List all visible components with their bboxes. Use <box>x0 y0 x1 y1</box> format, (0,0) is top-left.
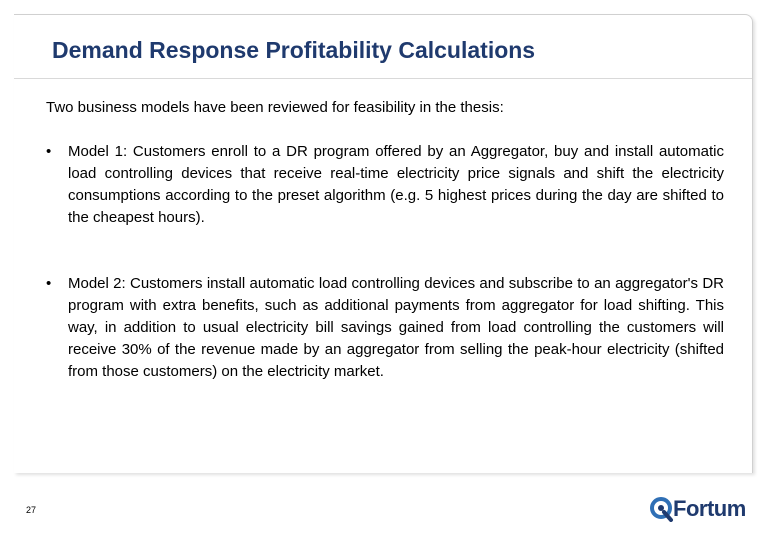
slide-title: Demand Response Profitability Calculations <box>52 37 536 63</box>
bullet-icon: • <box>46 275 52 292</box>
model-2-description: : Customers install automatic load controlling devices and subscribe to an aggregator's DR program with extra benefits, such as additional payments from aggregator for load shifting. This way, in addition to usual electricity bill savings gained from load controlling the customers will receive 30% of the revenue made by an aggregator from selling the peak-hour electricity (shifted from those customers) on the electricity market. <box>68 275 724 380</box>
model-2-item <box>46 273 724 383</box>
bullet-icon: • <box>46 143 52 160</box>
model-1-name: Model 1 <box>68 143 123 160</box>
fortum-logo-icon <box>650 496 674 522</box>
model-1-item <box>46 141 724 229</box>
model-1-description: : Customers enroll to a DR program offered by an Aggregator, buy and install automatic load controlling devices that receive real-time electricity price signals and shift the electricity consumptions according to the preset algorithm (e.g. 5 highest prices during the day are shifted to the cheapest hours). <box>68 143 724 226</box>
title-divider <box>14 78 752 79</box>
fortum-logo-text: Fortum <box>673 496 746 521</box>
intro-text: Two business models have been reviewed for feasibility in the thesis: <box>46 99 504 116</box>
model-list <box>46 141 724 383</box>
model-2-name: Model 2 <box>68 275 122 292</box>
page-number: 27 <box>26 505 37 515</box>
fortum-logo <box>650 495 746 523</box>
